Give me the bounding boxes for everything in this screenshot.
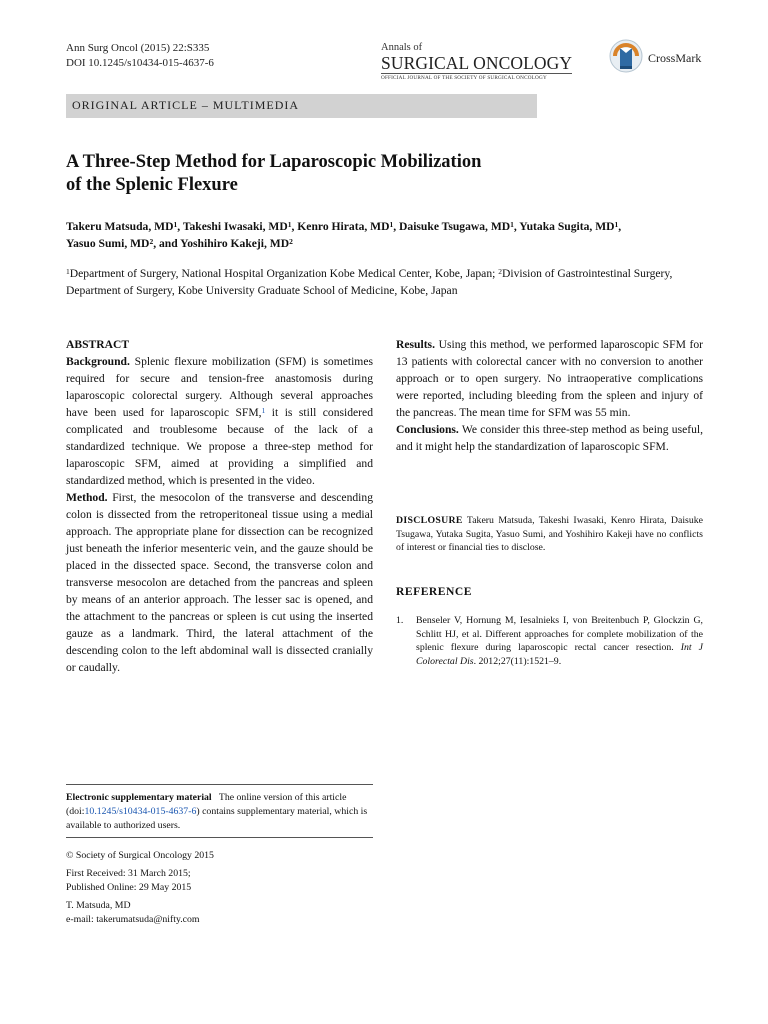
author: Yutaka Sugita, $MD^1$, bbox=[519, 220, 622, 233]
copyright: © Society of Surgical Oncology 2015 bbox=[66, 850, 214, 861]
title-line: A Three-Step Method for Laparoscopic Mobilization bbox=[66, 152, 482, 172]
abstract-right-column bbox=[396, 336, 703, 455]
author-list bbox=[66, 218, 706, 252]
contact-email[interactable]: e-mail: takerumatsuda@nifty.com bbox=[66, 914, 200, 925]
section-banner bbox=[66, 94, 537, 118]
section-label: ORIGINAL ARTICLE – MULTIMEDIA bbox=[72, 98, 300, 112]
abstract-method: Method. First, the mesocolon of the transverse and descending colon is dissected from the retroperitoneal tissue using a medial approach. The appropriate plane for dissection can be recognized just beneath the inferior mesenteric vein, and the gauze should be placed in the dissected space. Second, the transverse colon and transverse mesocolon are detached from the pancreas and spleen by means of an anterior approach. The lesser sac is opened, and the attachment to the pancreas or spleen is cut using the inserted gauze as a landmark. Third, the lateral attachment of the descending colon to the left abdominal wall is dissected cranially or caudally. bbox=[66, 491, 373, 674]
abstract-results: Results. Using this method, we performed laparoscopic SFM for 13 patients with colorectal cancer with no conversion to another approach or to open surgery. No intraoperative complications were reported, including bleeding from the spleen and injury of the pancreas. The mean time for SFM was 55 min. bbox=[396, 338, 703, 419]
author: Takeru Matsuda, $MD^1$, bbox=[66, 220, 183, 233]
citation-block bbox=[66, 41, 214, 71]
reference-item: 1. Benseler V, Hornung M, Iesalnieks I, von Breitenbuch P, Glockzin G, Schlitt HJ, et al. Different approaches for complete mobilization of the splenic flexure during laparoscopic rectal cancer resection. Int J Colorectal Dis. 2012;27(11):1521–9. bbox=[396, 615, 703, 667]
journal-name: SURGICAL ONCOLOGY bbox=[381, 53, 573, 73]
abstract-background: Background. Splenic flexure mobilization (SFM) is sometimes required for secure and tension-free anastomosis during laparoscopic colorectal surgery. Although several approaches have been used for laparoscopic SFM,$^1$ it is still considered complicated and troublesome because of the lack of a standardized technique. We propose a three-step method for laparoscopic SFM, aimed at providing a simplified and standardized method, which is presented in the video. bbox=[66, 355, 373, 487]
crossmark-label[interactable]: CrossMark bbox=[648, 51, 702, 65]
author: Daisuke Tsugawa, $MD^1$, bbox=[399, 220, 520, 233]
article-title bbox=[66, 151, 706, 197]
supplementary-note: Electronic supplementary material The online version of this article (doi:10.1245/s10434-015-4637-6) contains supplementary material, which is available to authorized users. bbox=[66, 792, 368, 831]
journal-tagline: OFFICIAL JOURNAL OF THE SOCIETY OF SURGICAL ONCOLOGY bbox=[381, 75, 547, 81]
doi-line: DOI 10.1245/s10434-015-4637-6 bbox=[66, 57, 214, 69]
disclosure: DISCLOSURE Takeru Matsuda, Takeshi Iwasaki, Kenro Hirata, Daisuke Tsugawa, Yutaka Sugita, Yasuo Sumi, and Yoshihiro Kakeji have no conflicts of interest or financial ties to disclose. bbox=[396, 515, 703, 553]
title-line: of the Splenic Flexure bbox=[66, 175, 238, 195]
reference-heading: REFERENCE bbox=[396, 585, 473, 598]
abstract-conclusions: Conclusions. We consider this three-step method as being useful, and it might help the standardization of laparoscopic SFM. bbox=[396, 423, 703, 453]
author: Yoshihiro Kakeji, $MD^2$ bbox=[180, 237, 293, 250]
affiliations: $^1$Department of Surgery, National Hospital Organization Kobe Medical Center, Kobe, Japan; $^2$Division of Gastrointestinal Surgery, Department of Surgery, Kobe University Graduate School of Medicine, Kobe, Japan bbox=[66, 267, 673, 297]
published-date: Published Online: 29 May 2015 bbox=[66, 882, 192, 893]
divider bbox=[66, 784, 373, 785]
author: Kenro Hirata, $MD^1$, bbox=[297, 220, 400, 233]
author: Takeshi Iwasaki, $MD^1$, bbox=[182, 220, 298, 233]
crossmark-icon[interactable] bbox=[609, 39, 643, 75]
author: Yasuo Sumi, $MD^2$, and bbox=[66, 237, 181, 250]
reference-link[interactable]: 1 bbox=[261, 406, 266, 415]
abstract-left-column bbox=[66, 336, 373, 676]
contact-name: T. Matsuda, MD bbox=[66, 900, 131, 911]
divider bbox=[66, 837, 373, 838]
received-date: First Received: 31 March 2015; bbox=[66, 868, 191, 879]
citation-line: Ann Surg Oncol (2015) 22:S335 bbox=[66, 42, 210, 54]
doi-link[interactable]: 10.1245/s10434-015-4637-6 bbox=[84, 806, 197, 817]
abstract-heading: ABSTRACT bbox=[66, 338, 130, 351]
journal-prefix: Annals of bbox=[381, 42, 423, 53]
reference-list bbox=[396, 614, 703, 668]
journal-masthead bbox=[381, 42, 572, 82]
